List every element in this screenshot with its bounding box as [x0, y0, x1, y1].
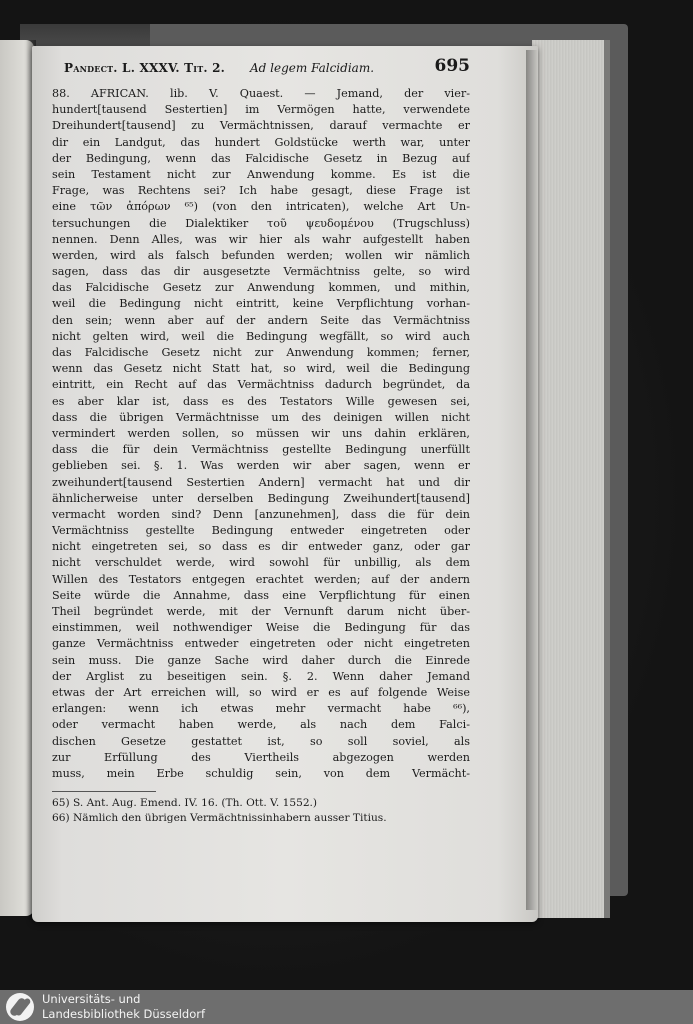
body-text: [52, 86, 470, 782]
text-line: ganze Vermächtniss entweder eingetreten oder nicht eingetreten: [52, 637, 470, 651]
text-line: der Bedingung, wenn das Falcidische Gesetz in Bezug auf: [52, 151, 470, 165]
text-line: vermindert werden sollen, so müssen wir uns dahin erklären,: [52, 426, 470, 440]
text-line: dir ein Landgut, das hundert Goldstücke werth war, unter: [52, 135, 470, 149]
text-line: den sein; wenn aber auf der andern Seite das Vermächtniss: [52, 313, 470, 327]
text-line: erlangen: wenn ich etwas mehr vermacht habe ⁶⁶),: [52, 702, 470, 716]
text-line: das Falcidische Gesetz zur Anwendung kommen, und mithin,: [52, 281, 470, 295]
text-line: oder vermacht haben werde, als nach dem Falci-: [52, 718, 470, 732]
footnote-rule: [52, 791, 156, 792]
library-logo-icon: [6, 993, 34, 1021]
page-stack: [532, 40, 610, 918]
text-line: sagen, dass das dir ausgesetzte Vermächtniss gelte, so wird: [52, 265, 470, 279]
text-line: das Falcidische Gesetz nicht zur Anwendung kommen; ferner,: [52, 346, 470, 359]
text-line: tersuchungen die Dialektiker τοῦ ψευδομένου (Trugschluss): [52, 216, 470, 230]
text-line: Seite würde die Annahme, dass eine Verpflichtung für einen: [52, 588, 470, 602]
text-line: nicht verschuldet werde, wird sowohl für unbillig, als dem: [52, 556, 470, 570]
header-section: Pandect. L. XXXV. Tit. 2.: [64, 61, 226, 75]
text-line: einstimmen, weil nothwendiger Weise die Bedingung für das: [52, 621, 470, 635]
text-line: geblieben sei. §. 1. Was werden wir aber sagen, wenn er: [52, 459, 470, 473]
text-line: dischen Gesetze gestattet ist, so soll soviel, als: [52, 734, 470, 748]
text-line: zur Erfüllung des Viertheils abgezogen werden: [52, 750, 470, 764]
text-line: Frage, was Rechtens sei? Ich habe gesagt, diese Frage ist: [52, 184, 470, 198]
text-line: sein Testament nicht zur Anwendung komme. Es ist die: [52, 167, 470, 181]
text-line: sein muss. Die ganze Sache wird daher durch die Einrede: [52, 653, 470, 667]
library-bar: [0, 990, 693, 1024]
library-name: [42, 992, 205, 1022]
text-line: werden, wird als falsch befunden werden; wollen wir nämlich: [52, 248, 470, 262]
library-name-line2: Landesbibliothek Düsseldorf: [42, 1007, 206, 1021]
footnote-line: 66) Nämlich den übrigen Vermächtnissinhabern ausser Titius.: [52, 812, 387, 824]
text-line: Willen des Testators entgegen erachtet werden; auf der andern: [52, 572, 470, 586]
running-header: [64, 56, 470, 78]
text-line: Dreihundert[tausend] zu Vermächtnissen, darauf vermachte er: [52, 119, 470, 133]
text-line: Vermächtniss gestellte Bedingung entweder eingetreten oder: [52, 524, 470, 538]
text-line: etwas der Art erreichen will, so wird er es auf folgende Weise: [52, 685, 470, 699]
header-title: Ad legem Falcidiam.: [250, 61, 375, 75]
text-line: 88. AFRICAN. lib. V. Quaest. — Jemand, der vier-: [52, 87, 470, 100]
text-line: nicht eingetreten sei, so dass es dir entweder ganz, oder gar: [52, 540, 470, 554]
text-line: zweihundert[tausend Sestertien Andern] vermacht hat und dir: [52, 475, 470, 489]
footnote-line: 65) S. Ant. Aug. Emend. IV. 16. (Th. Ott. V. 1552.): [52, 797, 318, 809]
text-line: dass die für dein Vermächtniss gestellte Bedingung unerfüllt: [52, 443, 470, 457]
text-line: muss, mein Erbe schuldig sein, von dem Vermächt-: [52, 766, 470, 780]
library-name-line1: Universitäts- und: [42, 992, 141, 1006]
page-stack-shadow: [526, 50, 538, 910]
text-line: ähnlicherweise unter derselben Bedingung Zweihundert[tausend]: [52, 491, 470, 505]
footnotes: [52, 796, 470, 826]
text-line: hundert[tausend Sestertien] im Vermögen hatte, verwendete: [52, 103, 470, 117]
text-line: nennen. Denn Alles, was wir hier als wahr aufgestellt haben: [52, 232, 470, 246]
text-line: nicht gelten wird, weil die Bedingung wegfällt, so wird auch: [52, 329, 470, 343]
text-line: eine τῶν ἀπόρων ⁶⁵) (von den intricaten), welche Art Un-: [52, 200, 470, 214]
text-line: eintritt, ein Recht auf das Vermächtniss dadurch begründet, da: [52, 378, 470, 392]
text-line: es aber klar ist, dass es des Testators Wille gewesen sei,: [52, 394, 470, 408]
text-line: vermacht worden sind? Denn [anzunehmen], dass die für dein: [52, 507, 470, 521]
page-number: 695: [434, 56, 470, 76]
text-line: der Arglist zu beseitigen sein. §. 2. Wenn daher Jemand: [52, 669, 470, 683]
text-line: dass die übrigen Vermächtnisse um des deinigen willen nicht: [52, 410, 470, 424]
text-line: wenn das Gesetz nicht Statt hat, so wird, weil die Bedingung: [52, 362, 470, 376]
text-line: weil die Bedingung nicht eintritt, keine Verpflichtung vorhan-: [52, 297, 470, 311]
text-line: Theil begründet werde, mit der Vernunft darum nicht über-: [52, 605, 470, 618]
